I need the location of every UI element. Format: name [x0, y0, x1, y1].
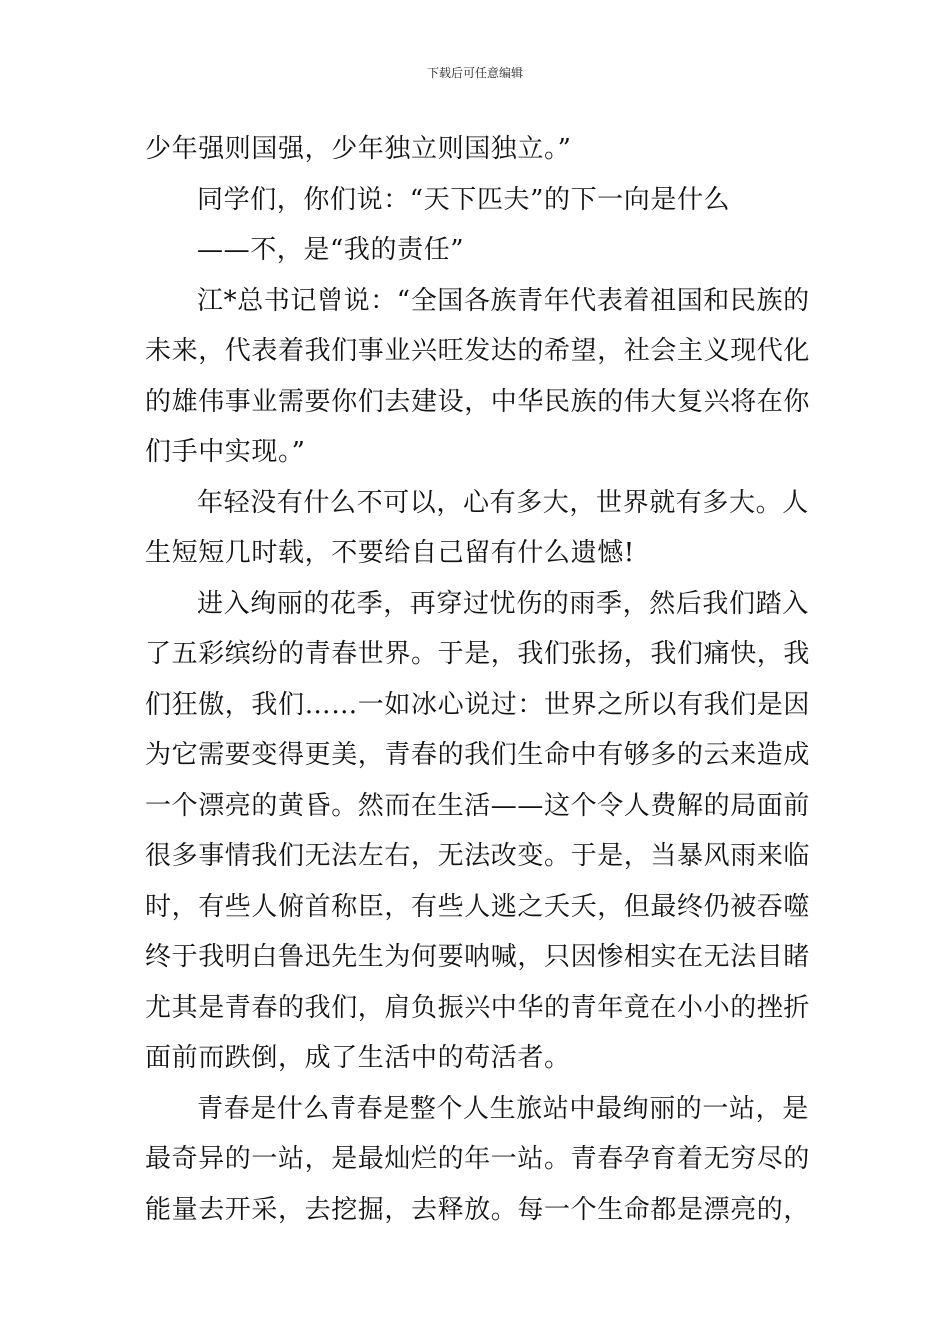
- text-line: 进入绚丽的花季，再穿过忧伤的雨季，然后我们踏入: [197, 588, 809, 619]
- text-line: 最奇异的一站，是最灿烂的年一站。青春孕育着无穷尽的: [145, 1144, 811, 1174]
- text-line: 很多事情我们无法左右，无法改变。于是，当暴风雨来临: [145, 841, 811, 871]
- text-line: ——不，是“我的责任”: [197, 235, 465, 265]
- text-line: 一个漂亮的黄昏。然而在生活——这个令人费解的局面前: [145, 790, 811, 821]
- text-line: 时，有些人俯首称臣，有些人逃之夭夭，但最终仍被吞噬: [145, 891, 811, 922]
- text-line: 面前而跌倒，成了生活中的苟活者。: [145, 1043, 571, 1073]
- text-line: 江*总书记曾说：“全国各族青年代表着祖国和民族的: [197, 285, 810, 316]
- text-line: 的雄伟事业需要你们去建设，中华民族的伟大复兴将在你: [145, 386, 811, 417]
- text-line: 未来，代表着我们事业兴旺发达的希望，社会主义现代化: [145, 336, 811, 366]
- text-line: 尤其是青春的我们，肩负振兴中华的青年竟在小小的挫折: [145, 992, 811, 1023]
- text-line: 少年强则国强，少年独立则国独立。”: [145, 134, 572, 164]
- text-line: 同学们，你们说：“天下匹夫”的下一向是什么: [197, 184, 731, 215]
- text-line: 青春是什么青春是整个人生旅站中最绚丽的一站，是: [197, 1093, 809, 1124]
- body-text: [145, 124, 813, 1235]
- page-header: 下载后可任意编辑: [426, 66, 523, 80]
- text-line: 能量去开采，去挖掘，去释放。每一个生命都是漂亮的，: [145, 1194, 811, 1225]
- text-line: 终于我明白鲁迅先生为何要呐喊，只因惨相实在无法目睹: [145, 942, 811, 972]
- text-line: 们狂傲，我们……一如冰心说过：世界之所以有我们是因: [145, 689, 811, 720]
- text-line: 生短短几时载，不要给自己留有什么遗憾!: [145, 538, 635, 568]
- text-line: 了五彩缤纷的青春世界。于是，我们张扬，我们痛快，我: [145, 639, 811, 669]
- text-line: 为它需要变得更美，青春的我们生命中有够多的云来造成: [145, 740, 811, 770]
- text-line: 年轻没有什么不可以，心有多大，世界就有多大。人: [197, 487, 809, 518]
- text-line: 们手中实现。”: [145, 437, 306, 467]
